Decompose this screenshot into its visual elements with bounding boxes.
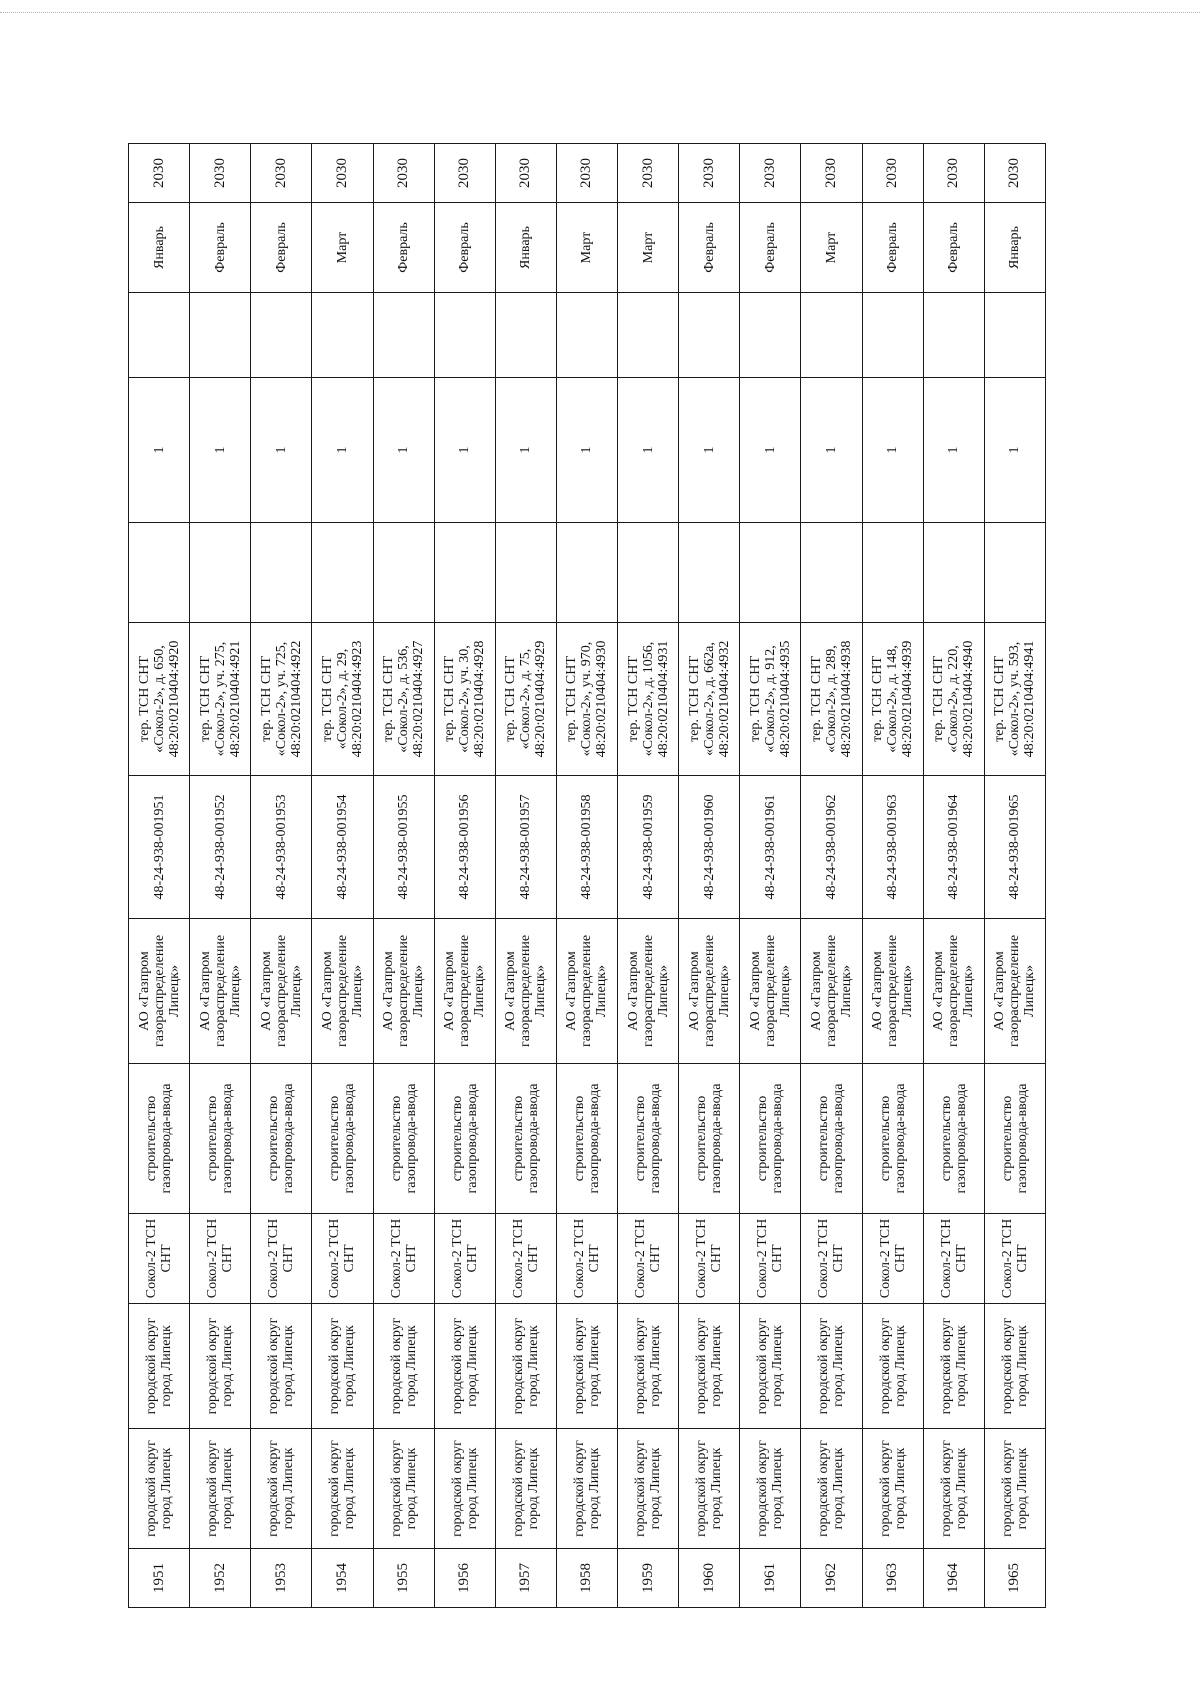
snt-cell: Сокол-2 ТСН СНТ [190, 1214, 251, 1304]
address-line: тер. ТСН СНТ [992, 656, 1008, 742]
row-number: 1956 [434, 1549, 495, 1608]
empty-cell [373, 523, 434, 623]
year-cell: 2030 [923, 144, 984, 203]
address-cell [862, 623, 923, 776]
count-cell: 1 [801, 378, 862, 523]
count-cell: 1 [679, 378, 740, 523]
month-cell: Февраль [373, 203, 434, 293]
month-cell: Январь [129, 203, 190, 293]
snt-cell: Сокол-2 ТСН СНТ [984, 1214, 1045, 1304]
empty-cell [862, 523, 923, 623]
year-cell: 2030 [312, 144, 373, 203]
empty-cell [434, 293, 495, 378]
work-type-cell: строительство газопровода-ввода [862, 1064, 923, 1214]
empty-cell [679, 523, 740, 623]
object-code-cell: 48-24-938-001957 [495, 776, 556, 919]
table-row [740, 144, 801, 1608]
table-row [679, 144, 740, 1608]
object-code-cell: 48-24-938-001951 [129, 776, 190, 919]
address-line: «Сокол-2», уч. 970, [579, 641, 595, 757]
snt-cell: Сокол-2 ТСН СНТ [251, 1214, 312, 1304]
table-row [373, 144, 434, 1608]
empty-cell [862, 293, 923, 378]
work-type-cell: строительство газопровода-ввода [129, 1064, 190, 1214]
organization-cell: АО «Газпром газораспределение Липецк» [434, 919, 495, 1064]
work-type-cell: строительство газопровода-ввода [251, 1064, 312, 1214]
row-number: 1955 [373, 1549, 434, 1608]
address-line: тер. ТСН СНТ [136, 656, 152, 742]
address-line: «Сокол-2», уч. 30, [457, 645, 473, 753]
address-cell [923, 623, 984, 776]
snt-cell: Сокол-2 ТСН СНТ [312, 1214, 373, 1304]
address-line: «Сокол-2», д. 75, [518, 648, 534, 750]
row-number: 1957 [495, 1549, 556, 1608]
count-cell: 1 [740, 378, 801, 523]
work-type-cell: строительство газопровода-ввода [556, 1064, 617, 1214]
address-line: 48:20:0210404:4928 [472, 640, 488, 758]
empty-cell [495, 293, 556, 378]
empty-cell [618, 523, 679, 623]
settlement-cell: городской округ город Липецк [923, 1304, 984, 1429]
table-row [190, 144, 251, 1608]
work-type-cell: строительство газопровода-ввода [740, 1064, 801, 1214]
work-type-cell: строительство газопровода-ввода [801, 1064, 862, 1214]
district-cell: городской округ город Липецк [923, 1429, 984, 1549]
month-cell: Март [312, 203, 373, 293]
organization-cell: АО «Газпром газораспределение Липецк» [984, 919, 1045, 1064]
year-cell: 2030 [618, 144, 679, 203]
empty-cell [495, 523, 556, 623]
year-cell: 2030 [740, 144, 801, 203]
empty-cell [251, 523, 312, 623]
object-code-cell: 48-24-938-001963 [862, 776, 923, 919]
object-code-cell: 48-24-938-001956 [434, 776, 495, 919]
empty-cell [679, 293, 740, 378]
count-cell: 1 [373, 378, 434, 523]
count-cell: 1 [618, 378, 679, 523]
address-line: 48:20:0210404:4940 [961, 640, 977, 758]
table-body [129, 144, 1046, 1608]
snt-cell: Сокол-2 ТСН СНТ [923, 1214, 984, 1304]
district-cell: городской округ город Липецк [862, 1429, 923, 1549]
organization-cell: АО «Газпром газораспределение Липецк» [129, 919, 190, 1064]
district-cell: городской округ город Липецк [251, 1429, 312, 1549]
address-line: тер. ТСН СНТ [808, 656, 824, 742]
address-line: 48:20:0210404:4927 [411, 640, 427, 758]
address-line: тер. ТСН СНТ [197, 656, 213, 742]
table-row [495, 144, 556, 1608]
count-cell: 1 [190, 378, 251, 523]
empty-cell [801, 293, 862, 378]
empty-cell [556, 523, 617, 623]
snt-cell: Сокол-2 ТСН СНТ [801, 1214, 862, 1304]
month-cell: Февраль [740, 203, 801, 293]
work-type-cell: строительство газопровода-ввода [190, 1064, 251, 1214]
object-code-cell: 48-24-938-001958 [556, 776, 617, 919]
address-line: «Сокол-2», д. 662а, [701, 642, 717, 756]
district-cell: городской округ город Липецк [495, 1429, 556, 1549]
settlement-cell: городской округ город Липецк [556, 1304, 617, 1429]
count-cell: 1 [984, 378, 1045, 523]
address-line: тер. ТСН СНТ [258, 656, 274, 742]
settlement-cell: городской округ город Липецк [129, 1304, 190, 1429]
snt-cell: Сокол-2 ТСН СНТ [862, 1214, 923, 1304]
address-line: «Сокол-2», д. 912, [762, 645, 778, 753]
address-line: 48:20:0210404:4931 [655, 640, 671, 758]
year-cell: 2030 [679, 144, 740, 203]
address-line: 48:20:0210404:4930 [594, 640, 610, 758]
year-cell: 2030 [556, 144, 617, 203]
district-cell: городской округ город Липецк [556, 1429, 617, 1549]
year-cell: 2030 [984, 144, 1045, 203]
address-cell [373, 623, 434, 776]
organization-cell: АО «Газпром газораспределение Липецк» [923, 919, 984, 1064]
month-cell: Февраль [251, 203, 312, 293]
address-line: тер. ТСН СНТ [319, 656, 335, 742]
address-line: «Сокол-2», д. 29, [334, 648, 350, 750]
empty-cell [434, 523, 495, 623]
organization-cell: АО «Газпром газораспределение Липецк» [618, 919, 679, 1064]
settlement-cell: городской округ город Липецк [618, 1304, 679, 1429]
address-line: 48:20:0210404:4920 [166, 640, 182, 758]
address-line: 48:20:0210404:4921 [227, 640, 243, 758]
address-line: «Сокол-2», д. 1056, [640, 641, 656, 757]
year-cell: 2030 [190, 144, 251, 203]
empty-cell [923, 523, 984, 623]
snt-cell: Сокол-2 ТСН СНТ [679, 1214, 740, 1304]
settlement-cell: городской округ город Липецк [984, 1304, 1045, 1429]
year-cell: 2030 [434, 144, 495, 203]
count-cell: 1 [923, 378, 984, 523]
address-line: 48:20:0210404:4941 [1022, 640, 1038, 758]
month-cell: Январь [984, 203, 1045, 293]
count-cell: 1 [129, 378, 190, 523]
year-cell: 2030 [495, 144, 556, 203]
address-line: 48:20:0210404:4922 [288, 640, 304, 758]
empty-cell [618, 293, 679, 378]
organization-cell: АО «Газпром газораспределение Липецк» [495, 919, 556, 1064]
address-line: 48:20:0210404:4932 [716, 640, 732, 758]
year-cell: 2030 [801, 144, 862, 203]
settlement-cell: городской округ город Липецк [312, 1304, 373, 1429]
table-row [984, 144, 1045, 1608]
address-line: тер. ТСН СНТ [931, 656, 947, 742]
address-cell [251, 623, 312, 776]
address-cell [801, 623, 862, 776]
table-row [129, 144, 190, 1608]
row-number: 1964 [923, 1549, 984, 1608]
top-dotted-rule [0, 12, 1200, 13]
settlement-cell: городской округ город Липецк [740, 1304, 801, 1429]
work-type-cell: строительство газопровода-ввода [434, 1064, 495, 1214]
settlement-cell: городской округ город Липецк [679, 1304, 740, 1429]
rotated-table-container [128, 144, 1046, 1608]
address-cell [129, 623, 190, 776]
work-type-cell: строительство газопровода-ввода [312, 1064, 373, 1214]
address-line: «Сокол-2», уч. 593, [1007, 641, 1023, 757]
address-line: тер. ТСН СНТ [381, 656, 397, 742]
snt-cell: Сокол-2 ТСН СНТ [556, 1214, 617, 1304]
organization-cell: АО «Газпром газораспределение Липецк» [801, 919, 862, 1064]
month-cell: Февраль [862, 203, 923, 293]
settlement-cell: городской округ город Липецк [190, 1304, 251, 1429]
work-type-cell: строительство газопровода-ввода [923, 1064, 984, 1214]
address-line: 48:20:0210404:4923 [349, 640, 365, 758]
gasification-plan-table [128, 143, 1046, 1608]
object-code-cell: 48-24-938-001965 [984, 776, 1045, 919]
address-line: «Сокол-2», уч. 275, [212, 641, 228, 757]
district-cell: городской округ город Липецк [679, 1429, 740, 1549]
address-cell [984, 623, 1045, 776]
object-code-cell: 48-24-938-001959 [618, 776, 679, 919]
row-number: 1951 [129, 1549, 190, 1608]
table-row [801, 144, 862, 1608]
table-row [251, 144, 312, 1608]
empty-cell [984, 523, 1045, 623]
empty-cell [984, 293, 1045, 378]
table-row [923, 144, 984, 1608]
object-code-cell: 48-24-938-001955 [373, 776, 434, 919]
table-row [312, 144, 373, 1608]
settlement-cell: городской округ город Липецк [434, 1304, 495, 1429]
empty-cell [373, 293, 434, 378]
organization-cell: АО «Газпром газораспределение Липецк» [312, 919, 373, 1064]
empty-cell [129, 523, 190, 623]
table-row [618, 144, 679, 1608]
settlement-cell: городской округ город Липецк [862, 1304, 923, 1429]
address-cell [618, 623, 679, 776]
empty-cell [801, 523, 862, 623]
address-line: тер. ТСН СНТ [625, 656, 641, 742]
month-cell: Февраль [434, 203, 495, 293]
address-line: «Сокол-2», д. 650, [151, 645, 167, 753]
organization-cell: АО «Газпром газораспределение Липецк» [740, 919, 801, 1064]
address-cell [190, 623, 251, 776]
month-cell: Январь [495, 203, 556, 293]
district-cell: городской округ город Липецк [618, 1429, 679, 1549]
organization-cell: АО «Газпром газораспределение Липецк» [556, 919, 617, 1064]
empty-cell [251, 293, 312, 378]
month-cell: Март [618, 203, 679, 293]
snt-cell: Сокол-2 ТСН СНТ [434, 1214, 495, 1304]
empty-cell [312, 293, 373, 378]
address-line: «Сокол-2», д. 536, [396, 645, 412, 753]
address-line: «Сокол-2», д. 148, [885, 645, 901, 753]
empty-cell [740, 293, 801, 378]
organization-cell: АО «Газпром газораспределение Липецк» [373, 919, 434, 1064]
empty-cell [312, 523, 373, 623]
address-line: 48:20:0210404:4935 [777, 640, 793, 758]
address-line: 48:20:0210404:4938 [838, 640, 854, 758]
district-cell: городской округ город Липецк [984, 1429, 1045, 1549]
count-cell: 1 [251, 378, 312, 523]
address-cell [434, 623, 495, 776]
table-row [434, 144, 495, 1608]
settlement-cell: городской округ город Липецк [251, 1304, 312, 1429]
object-code-cell: 48-24-938-001962 [801, 776, 862, 919]
row-number: 1960 [679, 1549, 740, 1608]
district-cell: городской округ город Липецк [801, 1429, 862, 1549]
month-cell: Февраль [923, 203, 984, 293]
address-line: 48:20:0210404:4939 [900, 640, 916, 758]
settlement-cell: городской округ город Липецк [495, 1304, 556, 1429]
address-line: тер. ТСН СНТ [870, 656, 886, 742]
address-cell [740, 623, 801, 776]
year-cell: 2030 [251, 144, 312, 203]
work-type-cell: строительство газопровода-ввода [984, 1064, 1045, 1214]
count-cell: 1 [495, 378, 556, 523]
empty-cell [190, 293, 251, 378]
row-number: 1965 [984, 1549, 1045, 1608]
month-cell: Март [801, 203, 862, 293]
address-cell [312, 623, 373, 776]
address-cell [679, 623, 740, 776]
object-code-cell: 48-24-938-001960 [679, 776, 740, 919]
work-type-cell: строительство газопровода-ввода [618, 1064, 679, 1214]
row-number: 1963 [862, 1549, 923, 1608]
snt-cell: Сокол-2 ТСН СНТ [618, 1214, 679, 1304]
district-cell: городской округ город Липецк [190, 1429, 251, 1549]
empty-cell [740, 523, 801, 623]
month-cell: Февраль [679, 203, 740, 293]
empty-cell [556, 293, 617, 378]
empty-cell [190, 523, 251, 623]
year-cell: 2030 [129, 144, 190, 203]
organization-cell: АО «Газпром газораспределение Липецк» [251, 919, 312, 1064]
organization-cell: АО «Газпром газораспределение Липецк» [679, 919, 740, 1064]
snt-cell: Сокол-2 ТСН СНТ [740, 1214, 801, 1304]
row-number: 1954 [312, 1549, 373, 1608]
snt-cell: Сокол-2 ТСН СНТ [373, 1214, 434, 1304]
district-cell: городской округ город Липецк [434, 1429, 495, 1549]
address-cell [556, 623, 617, 776]
address-line: тер. ТСН СНТ [564, 656, 580, 742]
address-line: «Сокол-2», д. 220, [946, 645, 962, 753]
district-cell: городской округ город Липецк [312, 1429, 373, 1549]
district-cell: городской округ город Липецк [373, 1429, 434, 1549]
row-number: 1952 [190, 1549, 251, 1608]
empty-cell [129, 293, 190, 378]
object-code-cell: 48-24-938-001954 [312, 776, 373, 919]
object-code-cell: 48-24-938-001964 [923, 776, 984, 919]
year-cell: 2030 [373, 144, 434, 203]
year-cell: 2030 [862, 144, 923, 203]
address-line: тер. ТСН СНТ [442, 656, 458, 742]
work-type-cell: строительство газопровода-ввода [373, 1064, 434, 1214]
work-type-cell: строительство газопровода-ввода [495, 1064, 556, 1214]
address-line: «Сокол-2», уч. 725, [273, 641, 289, 757]
address-line: «Сокол-2», д. 289, [823, 645, 839, 753]
work-type-cell: строительство газопровода-ввода [679, 1064, 740, 1214]
row-number: 1961 [740, 1549, 801, 1608]
count-cell: 1 [312, 378, 373, 523]
settlement-cell: городской округ город Липецк [373, 1304, 434, 1429]
snt-cell: Сокол-2 ТСН СНТ [129, 1214, 190, 1304]
object-code-cell: 48-24-938-001953 [251, 776, 312, 919]
address-line: тер. ТСН СНТ [686, 656, 702, 742]
row-number: 1959 [618, 1549, 679, 1608]
organization-cell: АО «Газпром газораспределение Липецк» [862, 919, 923, 1064]
empty-cell [923, 293, 984, 378]
row-number: 1958 [556, 1549, 617, 1608]
settlement-cell: городской округ город Липецк [801, 1304, 862, 1429]
district-cell: городской округ город Липецк [129, 1429, 190, 1549]
count-cell: 1 [862, 378, 923, 523]
month-cell: Март [556, 203, 617, 293]
object-code-cell: 48-24-938-001961 [740, 776, 801, 919]
object-code-cell: 48-24-938-001952 [190, 776, 251, 919]
count-cell: 1 [434, 378, 495, 523]
table-row [862, 144, 923, 1608]
row-number: 1953 [251, 1549, 312, 1608]
table-row [556, 144, 617, 1608]
snt-cell: Сокол-2 ТСН СНТ [495, 1214, 556, 1304]
address-line: тер. ТСН СНТ [747, 656, 763, 742]
month-cell: Февраль [190, 203, 251, 293]
address-line: тер. ТСН СНТ [503, 656, 519, 742]
organization-cell: АО «Газпром газораспределение Липецк» [190, 919, 251, 1064]
address-cell [495, 623, 556, 776]
district-cell: городской округ город Липецк [740, 1429, 801, 1549]
count-cell: 1 [556, 378, 617, 523]
address-line: 48:20:0210404:4929 [533, 640, 549, 758]
row-number: 1962 [801, 1549, 862, 1608]
